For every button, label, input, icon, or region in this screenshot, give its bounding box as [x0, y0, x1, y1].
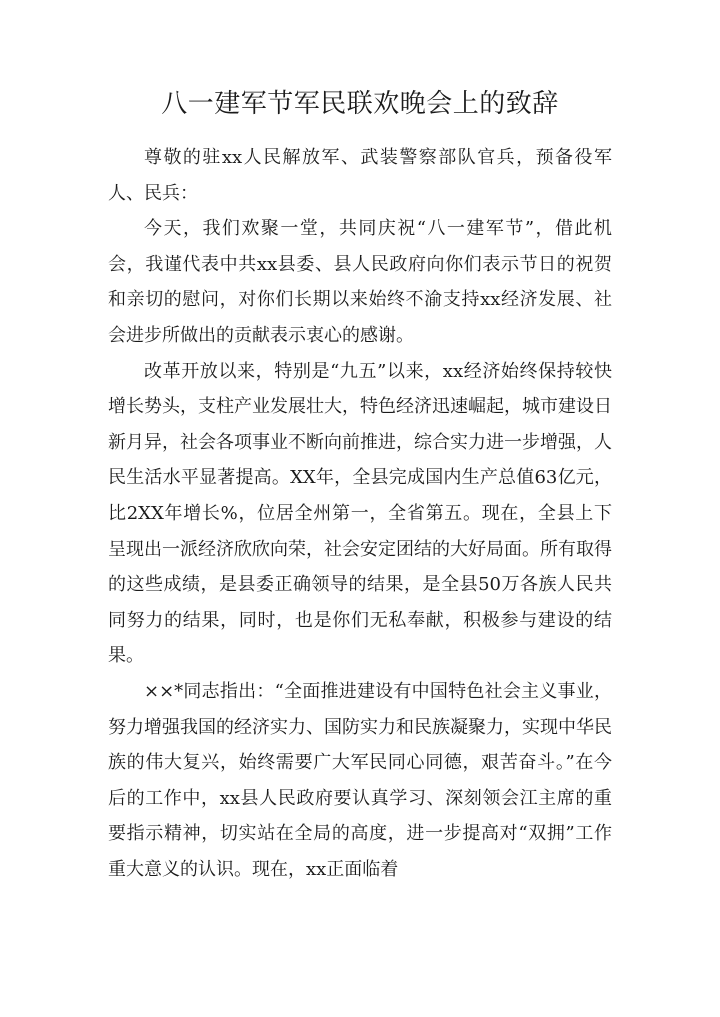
paragraph-salutation: 尊敬的驻xx人民解放军、武装警察部队官兵，预备役军人、民兵：: [108, 147, 612, 204]
paragraph-achievements: 改革开放以来，特别是“九五”以来，xx经济始终保持较快增长势头，支柱产业发展壮大，特色经济迅速崛起，城市建设日新月异，社会各项事业不断向前推进，综合实力进一步增强，人民生活水平显著提高。XX年，全县完成国内生产总值63亿元，比2XX年增长%，位居全州第一，全省第五。现在，全县上下呈现出一派经济欣欣向荣，社会安定团结的大好局面。所有取得的这些成绩，是县委正确领导的结果，是全县50万各族人民共同努力的结果，同时，也是你们无私奉献，积极参与建设的结果。: [108, 360, 612, 667]
paragraph-quote: ××*同志指出：“全面推进建设有中国特色社会主义事业，努力增强我国的经济实力、国防实力和民族凝聚力，实现中华民族的伟大复兴，始终需要广大军民同心同德，艰苦奋斗。”在今后的工作中，xx县人民政府要认真学习、深刻领会江主席的重要指示精神，切实站在全局的高度，进一步提高对“双拥”工作重大意义的认识。现在，xx正面临着: [108, 680, 612, 880]
document-title: 八一建军节军民联欢晚会上的致辞: [161, 89, 559, 119]
document-body: [108, 140, 612, 887]
paragraph-greeting: 今天，我们欢聚一堂，共同庆祝“八一建军节”，借此机会，我谨代表中共xx县委、县人民政府向你们表示节日的祝贺和亲切的慰问，对你们长期以来始终不渝支持xx经济发展、社会进步所做出的贡献表示衷心的感谢。: [108, 218, 612, 346]
